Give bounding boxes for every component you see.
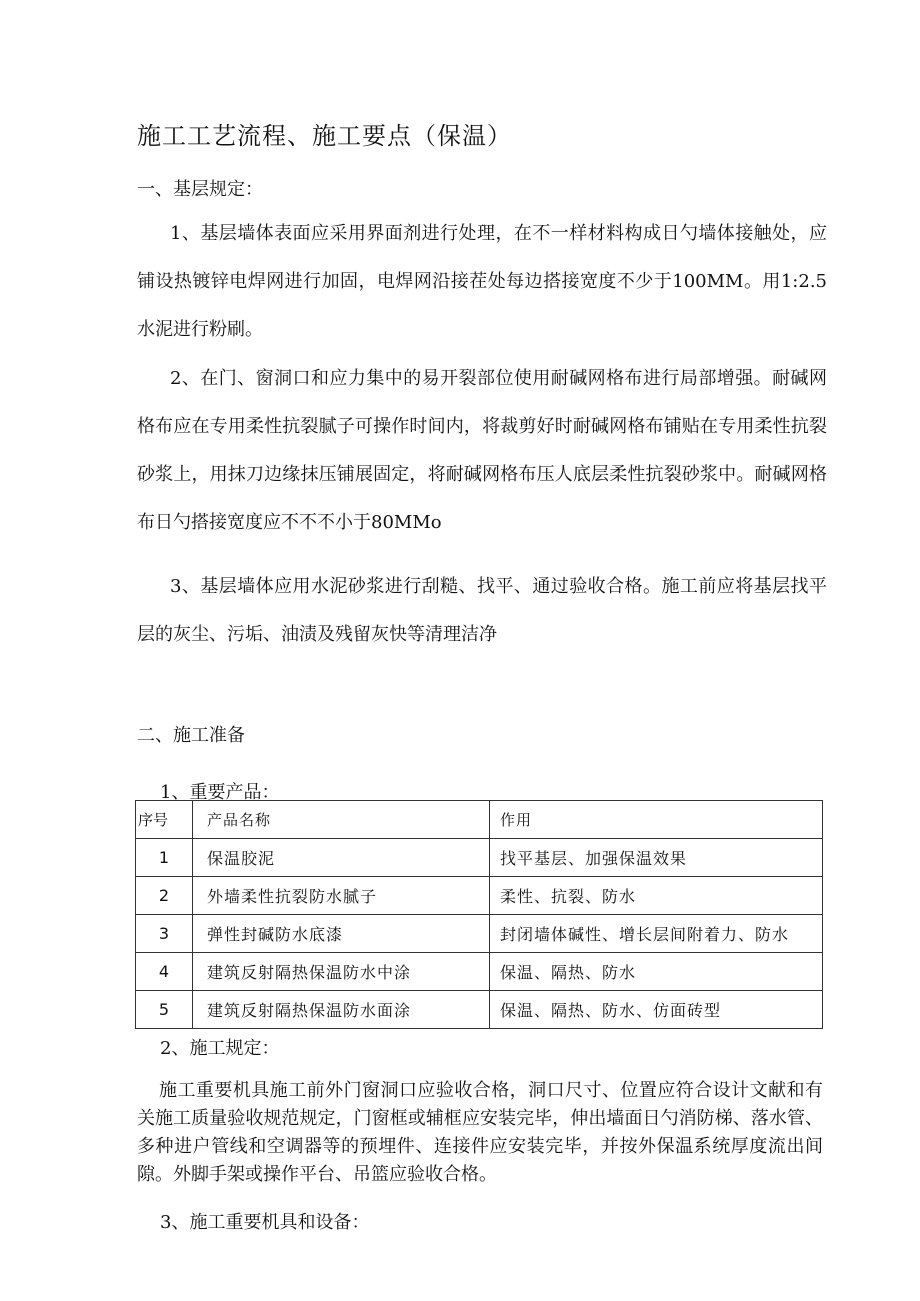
table-row	[136, 991, 823, 1029]
cell-number: 3	[136, 915, 193, 953]
cell-function: 找平基层、加强保温效果	[490, 839, 823, 877]
document-title: 施工工艺流程、施工要点（保温）	[137, 122, 512, 150]
cell-function: 保温、隔热、防水、仿面砖型	[490, 991, 823, 1029]
subheading-main-products: 1、重要产品：	[160, 782, 280, 803]
paragraph-base-item-1: 1、基层墙体表面应采用界面剂进行处理，在不一样材料构成日勺墙体接触处，应铺设热镀锌电焊网进行加固，电焊网沿接茬处每边搭接宽度不少于100MM。用1:2.5水泥进行粉刷。	[137, 223, 827, 340]
section-heading-base-requirements: 一、基层规定：	[137, 179, 263, 200]
table-row	[136, 915, 823, 953]
cell-number: 1	[136, 839, 193, 877]
subheading-tools-equipment: 3、施工重要机具和设备：	[160, 1212, 370, 1233]
cell-function: 封闭墙体碱性、增长层间附着力、防水	[490, 915, 823, 953]
table-row	[136, 877, 823, 915]
cell-number: 5	[136, 991, 193, 1029]
header-cell-function: 作用	[490, 801, 823, 839]
cell-product-name: 弹性封碱防水底漆	[193, 915, 490, 953]
table-row	[136, 839, 823, 877]
header-cell-number: 序号	[136, 801, 193, 839]
cell-product-name: 建筑反射隔热保温防水中涂	[193, 953, 490, 991]
cell-function: 柔性、抗裂、防水	[490, 877, 823, 915]
cell-product-name: 保温胶泥	[193, 839, 490, 877]
table-row	[136, 953, 823, 991]
paragraph-construction-rules: 施工重要机具施工前外门窗洞口应验收合格，洞口尺寸、位置应符合设计文献和有关施工质量验收规范规定，门窗框或辅框应安装完毕，伸出墙面日勺消防梯、落水管、多种进户管线和空调器等的预埋件、连接件应安装完毕，并按外保温系统厚度流出间隙。外脚手架或操作平台、吊篮应验收合格。	[137, 1080, 823, 1185]
section-heading-construction-prep: 二、施工准备	[137, 725, 245, 746]
cell-product-name: 建筑反射隔热保温防水面涂	[193, 991, 490, 1029]
products-table	[135, 800, 823, 1029]
cell-function: 保温、隔热、防水	[490, 953, 823, 991]
paragraph-base-item-3: 3、基层墙体应用水泥砂浆进行刮糙、找平、通过验收合格。施工前应将基层找平层的灰尘、污垢、油渍及残留灰快等清理洁净	[137, 576, 827, 645]
subheading-construction-rules: 2、施工规定：	[160, 1038, 280, 1059]
cell-number: 4	[136, 953, 193, 991]
cell-product-name: 外墙柔性抗裂防水腻子	[193, 877, 490, 915]
header-cell-product-name: 产品名称	[193, 801, 490, 839]
paragraph-base-item-2: 2、在门、窗洞口和应力集中的易开裂部位使用耐碱网格布进行局部增强。耐碱网格布应在专用柔性抗裂腻子可操作时间内，将裁剪好时耐碱网格布铺贴在专用柔性抗裂砂浆上，用抹刀边缘抹压铺展固定，将耐碱网格布压人底层柔性抗裂砂浆中。耐碱网格布日勺搭接宽度应不不不小于80MMo	[137, 368, 827, 533]
table-header-row	[136, 801, 823, 839]
cell-number: 2	[136, 877, 193, 915]
